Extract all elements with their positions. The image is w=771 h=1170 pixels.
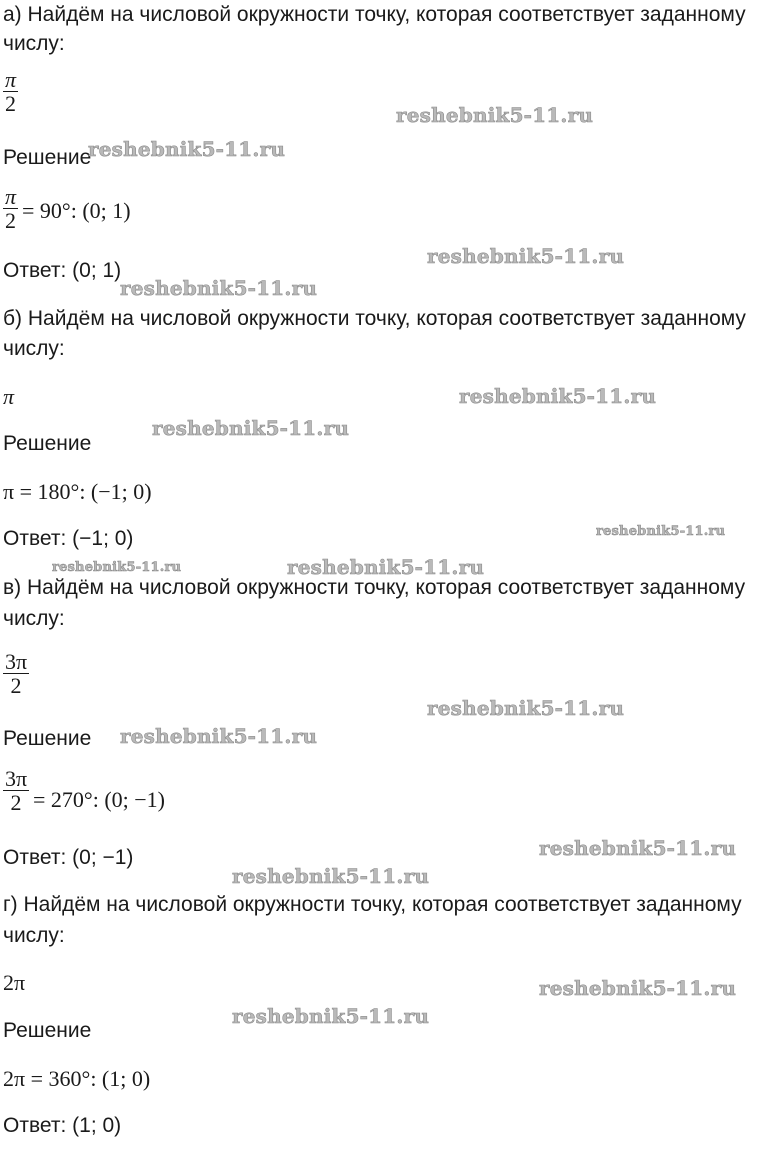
given-a-denominator: 2 xyxy=(5,91,17,117)
watermark: reshebnik5-11.ru xyxy=(396,103,594,127)
prompt-c-line1: в) Найдём на числовой окружности точку, которая соответствует заданному xyxy=(3,576,746,599)
given-a-numerator: π xyxy=(5,67,17,92)
prompt-a-line2: числу: xyxy=(3,32,65,55)
equation-c-rest: = 270°: (0; −1) xyxy=(33,787,165,812)
watermark: reshebnik5-11.ru xyxy=(427,696,625,720)
answer-b: Ответ: (−1; 0) xyxy=(3,527,134,550)
watermark: reshebnik5-11.ru xyxy=(287,555,485,579)
equation-c-numerator: 3π xyxy=(5,766,28,791)
given-c-fraction xyxy=(3,650,29,697)
watermark: reshebnik5-11.ru xyxy=(88,137,286,161)
equation-c-fraction xyxy=(3,767,29,814)
given-b: π xyxy=(3,384,15,409)
watermark: reshebnik5-11.ru xyxy=(539,976,737,1000)
watermark: reshebnik5-11.ru xyxy=(120,724,318,748)
given-d: 2π xyxy=(3,970,26,995)
equation-a-fraction xyxy=(3,185,18,232)
watermark: reshebnik5-11.ru xyxy=(152,416,350,440)
given-c-numerator: 3π xyxy=(5,649,28,674)
solution-a-label: Решение xyxy=(3,146,92,169)
prompt-c-line2: числу: xyxy=(3,607,65,630)
prompt-d-line2: числу: xyxy=(3,924,65,947)
solution-b-label: Решение xyxy=(3,432,92,455)
given-a-fraction xyxy=(3,68,18,115)
equation-c-denominator: 2 xyxy=(10,790,22,816)
prompt-d-line1: г) Найдём на числовой окружности точку, которая соответствует заданному xyxy=(3,893,742,916)
prompt-b-line2: числу: xyxy=(3,337,65,360)
watermark: reshebnik5-11.ru xyxy=(232,864,430,888)
watermark: reshebnik5-11.ru xyxy=(596,524,726,539)
answer-a: Ответ: (0; 1) xyxy=(3,259,122,282)
given-c-denominator: 2 xyxy=(10,673,22,699)
answer-c: Ответ: (0; −1) xyxy=(3,846,134,869)
solution-c-label: Решение xyxy=(3,727,92,750)
prompt-a-line1: а) Найдём на числовой окружности точку, которая соответствует заданному xyxy=(3,3,746,26)
solution-d-label: Решение xyxy=(3,1019,92,1042)
watermark: reshebnik5-11.ru xyxy=(459,384,657,408)
equation-a-rest: = 90°: (0; 1) xyxy=(22,198,131,223)
prompt-b-line1: б) Найдём на числовой окружности точку, которая соответствует заданному xyxy=(3,307,746,330)
equation-d: 2π = 360°: (1; 0) xyxy=(3,1066,151,1091)
watermark: reshebnik5-11.ru xyxy=(232,1004,430,1028)
watermark: reshebnik5-11.ru xyxy=(427,244,625,268)
equation-a-numerator: π xyxy=(5,184,17,209)
watermark: reshebnik5-11.ru xyxy=(120,276,318,300)
watermark: reshebnik5-11.ru xyxy=(52,560,182,575)
equation-a-denominator: 2 xyxy=(5,208,17,234)
answer-d: Ответ: (1; 0) xyxy=(3,1114,122,1137)
watermark: reshebnik5-11.ru xyxy=(539,836,737,860)
equation-b: π = 180°: (−1; 0) xyxy=(3,479,152,504)
